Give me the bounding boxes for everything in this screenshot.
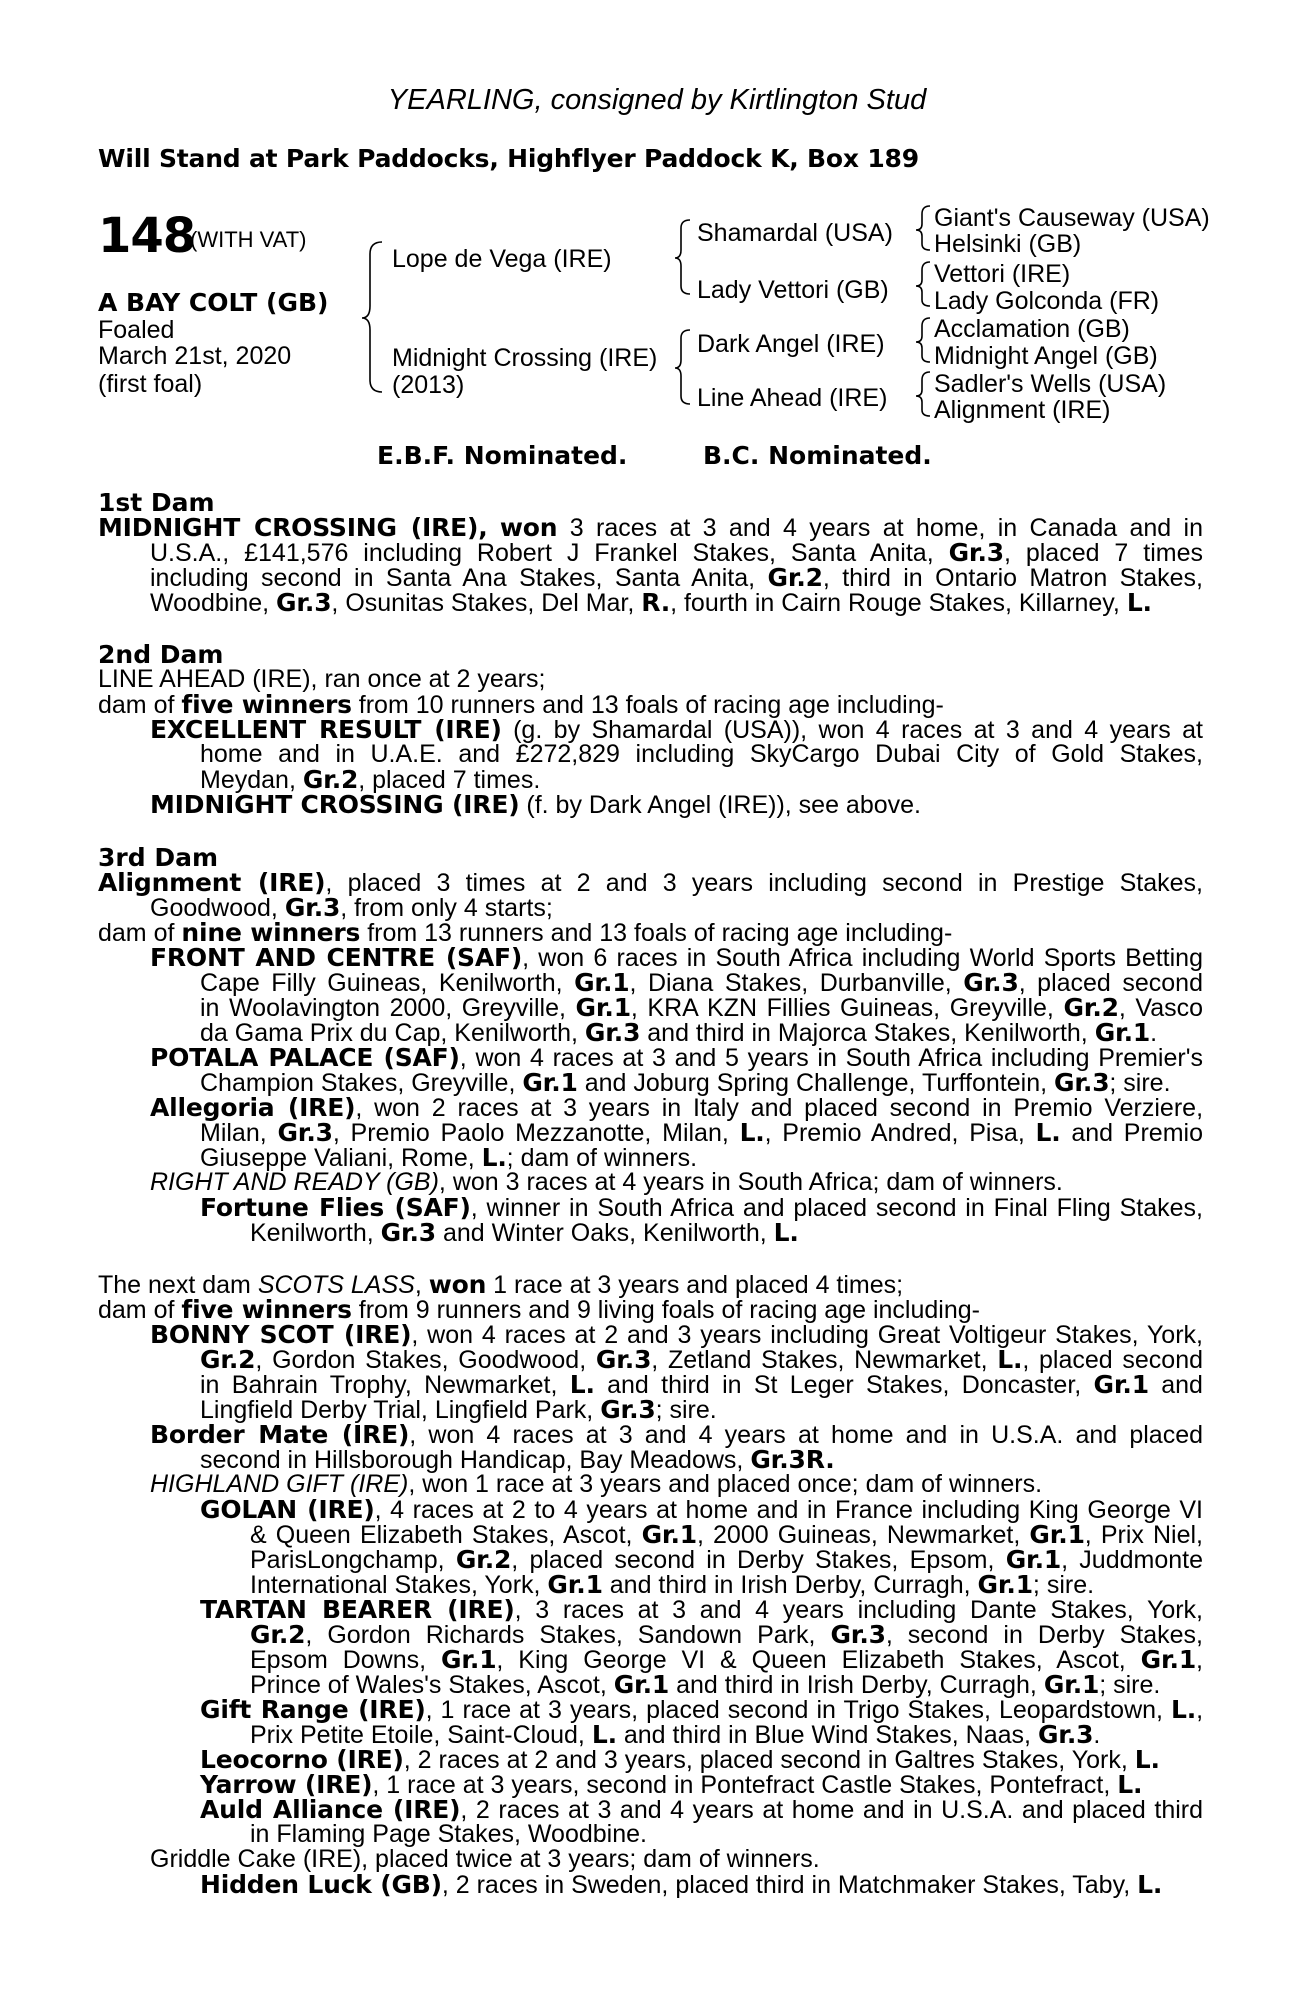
second-dam-line-2: dam of five winners from 10 runners and 13 foals of racing age including-: [98, 690, 944, 719]
pedigree-dam-dam: Line Ahead (IRE): [697, 384, 888, 412]
third-dam-ff-1: Fortune Flies (SAF), winner in South Africa and placed second in Final Fling Stakes,: [200, 1193, 1203, 1222]
bc-nomination: B.C. Nominated.: [703, 441, 932, 470]
third-dam-rr: RIGHT AND READY (GB), won 3 races at 4 years in South Africa; dam of winners.: [150, 1168, 1063, 1196]
next-dam-hg: HIGHLAND GIFT (IRE), won 1 race at 3 years and placed once; dam of winners.: [150, 1470, 1043, 1498]
next-dam-aa-1: Auld Alliance (IRE), 2 races at 3 and 4 years at home and in U.S.A. and placed third: [200, 1795, 1204, 1824]
next-dam-bs-1: BONNY SCOT (IRE), won 4 races at 2 and 3 years including Great Voltigeur Stakes, York,: [150, 1320, 1203, 1349]
pedigree-dam-sire: Dark Angel (IRE): [697, 330, 885, 358]
pedigree-dam: Midnight Crossing (IRE): [392, 344, 658, 372]
third-dam-pp-1: POTALA PALACE (SAF), won 4 races at 3 and 5 years in South Africa including Premier's: [150, 1043, 1203, 1072]
third-dam-fac-3: in Woolavington 2000, Greyville, Gr.1, KRA KZN Fillies Guineas, Greyville, Gr.2, Vasco: [200, 993, 1204, 1022]
pedigree-sire-sire: Shamardal (USA): [697, 219, 893, 247]
third-dam-heading: 3rd Dam: [98, 843, 218, 872]
pedigree-dds: Sadler's Wells (USA): [934, 370, 1167, 398]
next-dam-bs-2: Gr.2, Gordon Stakes, Goodwood, Gr.3, Zetland Stakes, Newmarket, L., placed second: [200, 1345, 1204, 1374]
stand-location: Will Stand at Park Paddocks, Highflyer Paddock K, Box 189: [98, 144, 919, 173]
next-dam-bs-3: in Bahrain Trophy, Newmarket, L. and third in St Leger Stakes, Doncaster, Gr.1 and: [200, 1370, 1203, 1399]
next-dam-tb-3: Epsom Downs, Gr.1, King George VI & Queen Elizabeth Stakes, Ascot, Gr.1,: [250, 1645, 1203, 1674]
next-dam-tb-2: Gr.2, Gordon Richards Stakes, Sandown Park, Gr.3, second in Derby Stakes,: [250, 1620, 1203, 1649]
pedigree-sdd: Lady Golconda (FR): [934, 287, 1160, 315]
next-dam-bs-4: Lingfield Derby Trial, Lingfield Park, Gr.3; sire.: [200, 1395, 717, 1424]
third-dam-line-1: Alignment (IRE), placed 3 times at 2 and 3 years including second in Prestige Stakes,: [98, 868, 1203, 897]
lot-description: A BAY COLT (GB): [98, 288, 329, 317]
next-dam-gc: Griddle Cake (IRE), placed twice at 3 years; dam of winners.: [150, 1845, 820, 1873]
third-dam-fac-2: Cape Filly Guineas, Kenilworth, Gr.1, Diana Stakes, Durbanville, Gr.3, placed second: [200, 968, 1203, 997]
ebf-nomination: E.B.F. Nominated.: [377, 441, 628, 470]
third-dam-al-3: Giuseppe Valiani, Rome, L.; dam of winners.: [200, 1143, 698, 1172]
next-dam-line-2: dam of five winners from 9 runners and 9 living foals of racing age including-: [98, 1295, 980, 1324]
next-dam-line-1: The next dam SCOTS LASS, won 1 race at 3 years and placed 4 times;: [98, 1270, 904, 1299]
first-dam-heading: 1st Dam: [98, 488, 215, 517]
third-dam-ff-2: Kenilworth, Gr.3 and Winter Oaks, Kenilworth, L.: [250, 1218, 799, 1247]
third-dam-fac-4: da Gama Prix du Cap, Kenilworth, Gr.3 and third in Majorca Stakes, Kenilworth, Gr.1.: [200, 1018, 1158, 1047]
pedigree-sire: Lope de Vega (IRE): [392, 245, 612, 273]
next-dam-tb-4: Prince of Wales's Stakes, Ascot, Gr.1 and third in Irish Derby, Curragh, Gr.1; sire.: [250, 1670, 1161, 1699]
next-dam-gr-2: Prix Petite Etoile, Saint-Cloud, L. and third in Blue Wind Stakes, Naas, Gr.3.: [250, 1720, 1101, 1749]
second-dam-line-3: EXCELLENT RESULT (IRE) (g. by Shamardal (USA)), won 4 races at 3 and 4 years at: [150, 715, 1203, 744]
foaled-date: March 21st, 2020: [98, 342, 292, 370]
second-dam-line-4: home and in U.A.E. and £272,829 including SkyCargo Dubai City of Gold Stakes,: [200, 740, 1203, 768]
pedigree-sss: Giant's Causeway (USA): [934, 204, 1210, 232]
second-dam-line-6: MIDNIGHT CROSSING (IRE) (f. by Dark Angel (IRE)), see above.: [150, 790, 921, 819]
third-dam-line-2: Goodwood, Gr.3, from only 4 starts;: [150, 893, 553, 922]
next-dam-aa-2: in Flaming Page Stakes, Woodbine.: [250, 1820, 647, 1848]
next-dam-le: Leocorno (IRE), 2 races at 2 and 3 years, placed second in Galtres Stakes, York, L.: [200, 1745, 1160, 1774]
second-dam-line-5: Meydan, Gr.2, placed 7 times.: [200, 765, 541, 794]
next-dam-gr-1: Gift Range (IRE), 1 race at 3 years, placed second in Trigo Stakes, Leopardstown, L.,: [200, 1695, 1204, 1724]
next-dam-ya: Yarrow (IRE), 1 race at 3 years, second in Pontefract Castle Stakes, Pontefract, L.: [200, 1770, 1143, 1799]
page-title: YEARLING, consigned by Kirtlington Stud: [387, 84, 927, 116]
pedigree-sire-dam: Lady Vettori (GB): [697, 276, 889, 304]
pedigree-ssd: Helsinki (GB): [934, 230, 1082, 258]
foaled-label: Foaled: [98, 316, 175, 344]
third-dam-pp-2: Champion Stakes, Greyville, Gr.1 and Joburg Spring Challenge, Turffontein, Gr.3; sire.: [200, 1068, 1171, 1097]
third-dam-al-2: Milan, Gr.3, Premio Paolo Mezzanotte, Milan, L., Premio Andred, Pisa, L. and Premio: [200, 1118, 1203, 1147]
third-dam-line-3: dam of nine winners from 13 runners and 13 foals of racing age including-: [98, 918, 953, 947]
lot-vat: (WITH VAT): [190, 227, 307, 252]
second-dam-line-1: LINE AHEAD (IRE), ran once at 2 years;: [98, 665, 546, 693]
second-dam-heading: 2nd Dam: [98, 640, 224, 669]
next-dam-go-1: GOLAN (IRE), 4 races at 2 to 4 years at home and in France including King George VI: [200, 1495, 1203, 1524]
next-dam-bm-2: second in Hillsborough Handicap, Bay Meadows, Gr.3R.: [200, 1445, 835, 1474]
next-dam-tb-1: TARTAN BEARER (IRE), 3 races at 3 and 4 years including Dante Stakes, York,: [200, 1595, 1203, 1624]
first-foal: (first foal): [98, 370, 203, 398]
third-dam-al-1: Allegoria (IRE), won 2 races at 3 years in Italy and placed second in Premio Verziere,: [150, 1093, 1204, 1122]
next-dam-go-2: & Queen Elizabeth Stakes, Ascot, Gr.1, 2000 Guineas, Newmarket, Gr.1, Prix Niel,: [250, 1520, 1204, 1549]
first-dam-line-4: Woodbine, Gr.3, Osunitas Stakes, Del Mar, R., fourth in Cairn Rouge Stakes, Killarney, L.: [150, 588, 1152, 617]
pedigree-dsd: Midnight Angel (GB): [934, 342, 1158, 370]
next-dam-bm-1: Border Mate (IRE), won 4 races at 3 and 4 years at home and in U.S.A. and placed: [150, 1420, 1203, 1449]
pedigree-dam-year: (2013): [392, 371, 465, 399]
first-dam-line-3: including second in Santa Ana Stakes, Santa Anita, Gr.2, third in Ontario Matron Stakes,: [150, 563, 1203, 592]
pedigree-ddd: Alignment (IRE): [934, 396, 1111, 424]
lot-number: 148: [98, 208, 196, 264]
next-dam-go-3: ParisLongchamp, Gr.2, placed second in Derby Stakes, Epsom, Gr.1, Juddmonte: [250, 1545, 1203, 1574]
next-dam-hl: Hidden Luck (GB), 2 races in Sweden, placed third in Matchmaker Stakes, Taby, L.: [200, 1870, 1163, 1899]
pedigree-dss: Acclamation (GB): [934, 315, 1130, 343]
next-dam-go-4: International Stakes, York, Gr.1 and third in Irish Derby, Curragh, Gr.1; sire.: [250, 1570, 1095, 1599]
pedigree-sds: Vettori (IRE): [934, 260, 1071, 288]
first-dam-line-2: U.S.A., £141,576 including Robert J Frankel Stakes, Santa Anita, Gr.3, placed 7 times: [150, 538, 1203, 567]
third-dam-fac-1: FRONT AND CENTRE (SAF), won 6 races in South Africa including World Sports Betting: [150, 943, 1203, 972]
first-dam-line-1: MIDNIGHT CROSSING (IRE), won 3 races at 3 and 4 years at home, in Canada and in: [98, 513, 1203, 542]
